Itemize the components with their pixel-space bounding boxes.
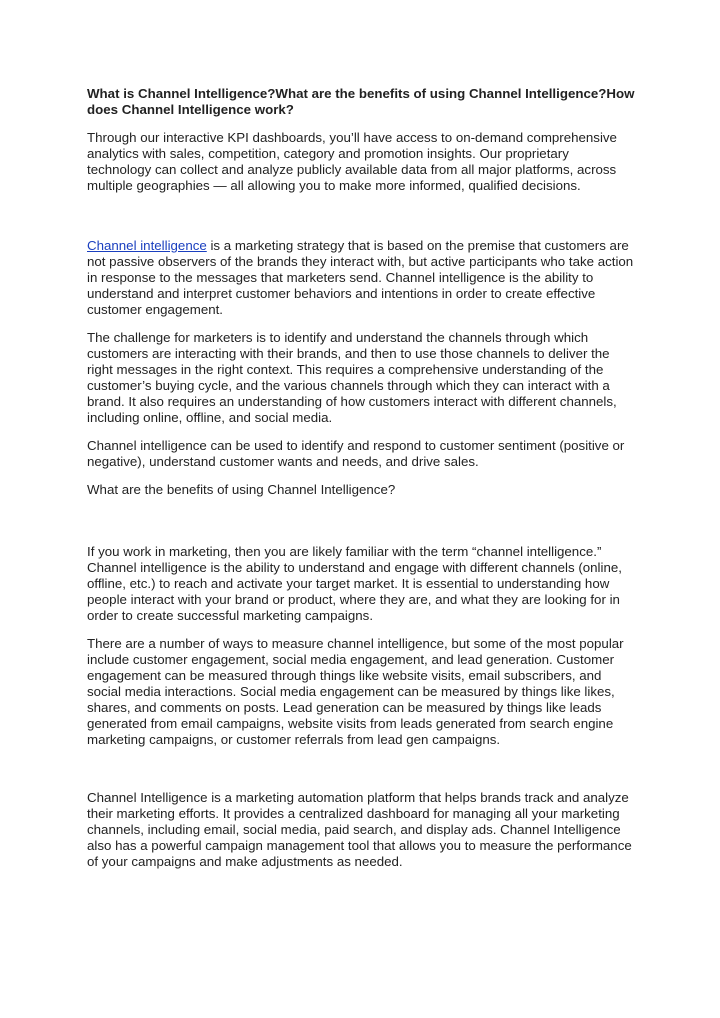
channel-intelligence-link[interactable]: Channel intelligence <box>87 238 207 253</box>
spacer <box>87 206 635 238</box>
benefits-heading: What are the benefits of using Channel Intelligence? <box>87 482 396 497</box>
channel-intelligence-paragraph <box>87 238 635 318</box>
document-page <box>87 86 635 882</box>
intro-paragraph: Through our interactive KPI dashboards, you’ll have access to on-demand comprehensive analytics with sales, competition, category and promotion insights. Our proprietary technology can collect and analyze publicly available data from all major platforms, across multiple geographies — all allowing you to make more informed, qualified decisions. <box>87 130 617 193</box>
challenge-paragraph: The challenge for marketers is to identify and understand the channels through which customers are interacting with their brands, and then to use those channels to deliver the right messages in the right context. This requires a comprehensive understanding of the customer’s buying cycle, and the various channels through which they can interact with a brand. It also requires an understanding of how customers interact with different channels, including online, offline, and social media. <box>87 330 617 425</box>
channel-intelligence-text: is a marketing strategy that is based on the premise that customers are not passive observers of the brands they interact with, but active participants who take action in response to the messages that marketers send. Channel intelligence is the ability to understand and interpret customer behaviors and intentions in order to create effective customer engagement. <box>87 238 634 317</box>
measurement-paragraph: There are a number of ways to measure channel intelligence, but some of the most popular include customer engagement, social media engagement, and lead generation. Customer engagement can be measured through things like website visits, email subscribers, and social media interactions. Social media engagement can be measured by things like likes, shares, and comments on posts. Lead generation can be measured by things like leads generated from email campaigns, website visits from leads generated from search engine marketing campaigns, or customer referrals from lead gen campaigns. <box>87 636 624 747</box>
marketing-paragraph: If you work in marketing, then you are likely familiar with the term “channel intelligence.” Channel intelligence is the ability to understand and engage with different channels (online, offline, etc.) to reach and activate your target market. It is essential to understanding how people interact with your brand or product, where they are, and what they are looking for in order to create successful marketing campaigns. <box>87 544 622 623</box>
document-title: What is Channel Intelligence?What are the benefits of using Channel Intelligence?How does Channel Intelligence work? <box>87 86 635 117</box>
sentiment-paragraph: Channel intelligence can be used to identify and respond to customer sentiment (positive or negative), understand customer wants and needs, and drive sales. <box>87 438 625 469</box>
platform-paragraph: Channel Intelligence is a marketing automation platform that helps brands track and analyze their marketing efforts. It provides a centralized dashboard for managing all your marketing channels, including email, social media, paid search, and display ads. Channel Intelligence also has a powerful campaign management tool that allows you to measure the performance of your campaigns and make adjustments as needed. <box>87 790 632 869</box>
spacer <box>87 760 635 790</box>
spacer <box>87 510 635 544</box>
